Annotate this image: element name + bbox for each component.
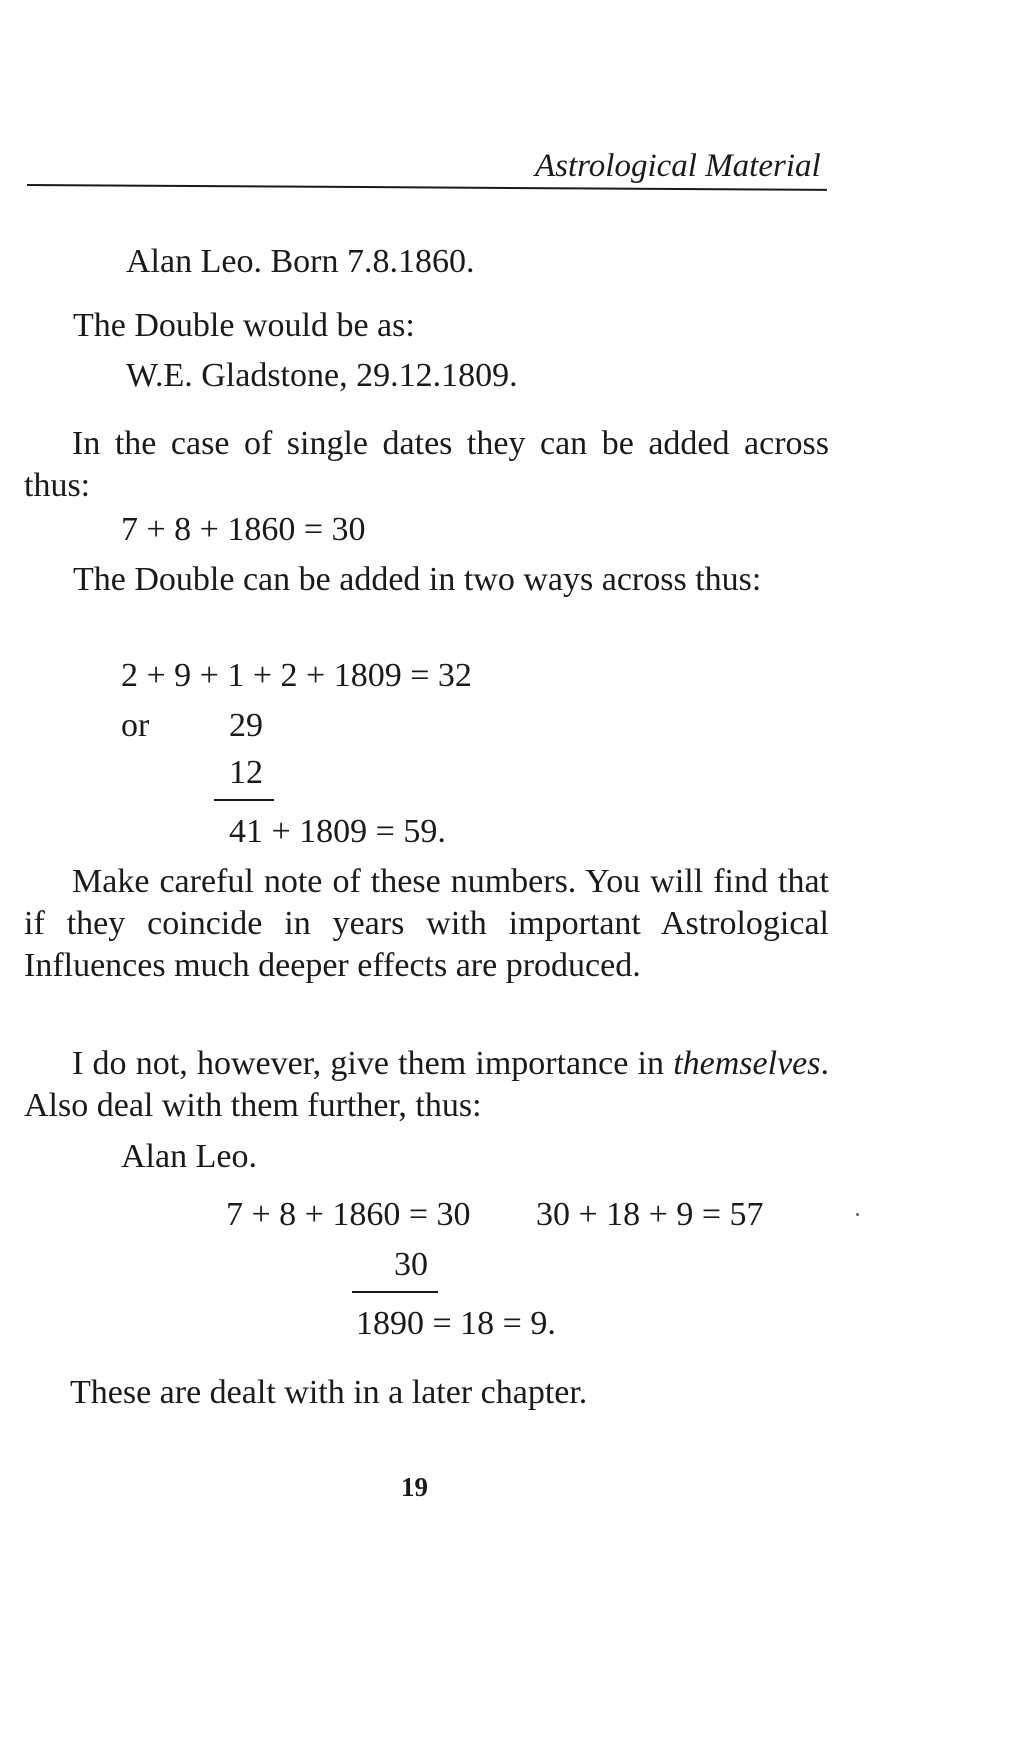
para-importance [24,1043,829,1127]
calc-value-29: 29 [229,707,263,744]
print-speck [856,1213,859,1216]
line-alan-leo: Alan Leo. [121,1138,257,1175]
para-careful-note: Make careful note of these numbers. You will find that if they coincide in years with important Astrological Influences much deeper effects are produced. [24,863,829,984]
running-header-title: Astrological Material [535,148,821,184]
calc-or-label: or [121,707,150,744]
calc-value-12: 12 [229,754,263,791]
calc-single: 7 + 8 + 1860 = 30 [121,511,366,548]
line-double-two-ways: The Double can be added in two ways across thus: [73,561,762,598]
calc-double-2: 41 + 1809 = 59. [229,813,446,850]
para-single-dates: In the case of single dates they can be added across thus: [24,425,829,504]
sum-rule-double [214,799,274,801]
calc-double-1: 2 + 9 + 1 + 2 + 1809 = 32 [121,657,472,694]
para-importance-italic: themselves [673,1045,821,1082]
page-number: 19 [401,1472,428,1502]
line-alan-born: Alan Leo. Born 7.8.1860. [126,243,475,280]
sum-rule-further [352,1291,438,1293]
calc-value-30: 30 [394,1246,428,1283]
line-later-chapter: These are dealt with in a later chapter. [70,1374,588,1411]
header-rule [27,184,827,191]
calc-1890: 1890 = 18 = 9. [356,1305,556,1342]
calc-further-left: 7 + 8 + 1860 = 30 [226,1196,471,1233]
para-importance-text-b: . Also deal with them further, thus: [24,1045,829,1124]
line-gladstone: W.E. Gladstone, 29.12.1809. [126,357,518,394]
calc-further-right: 30 + 18 + 9 = 57 [536,1196,764,1233]
para-importance-text-a: I do not, however, give them importance in [72,1045,674,1082]
line-double-intro: The Double would be as: [73,307,415,344]
